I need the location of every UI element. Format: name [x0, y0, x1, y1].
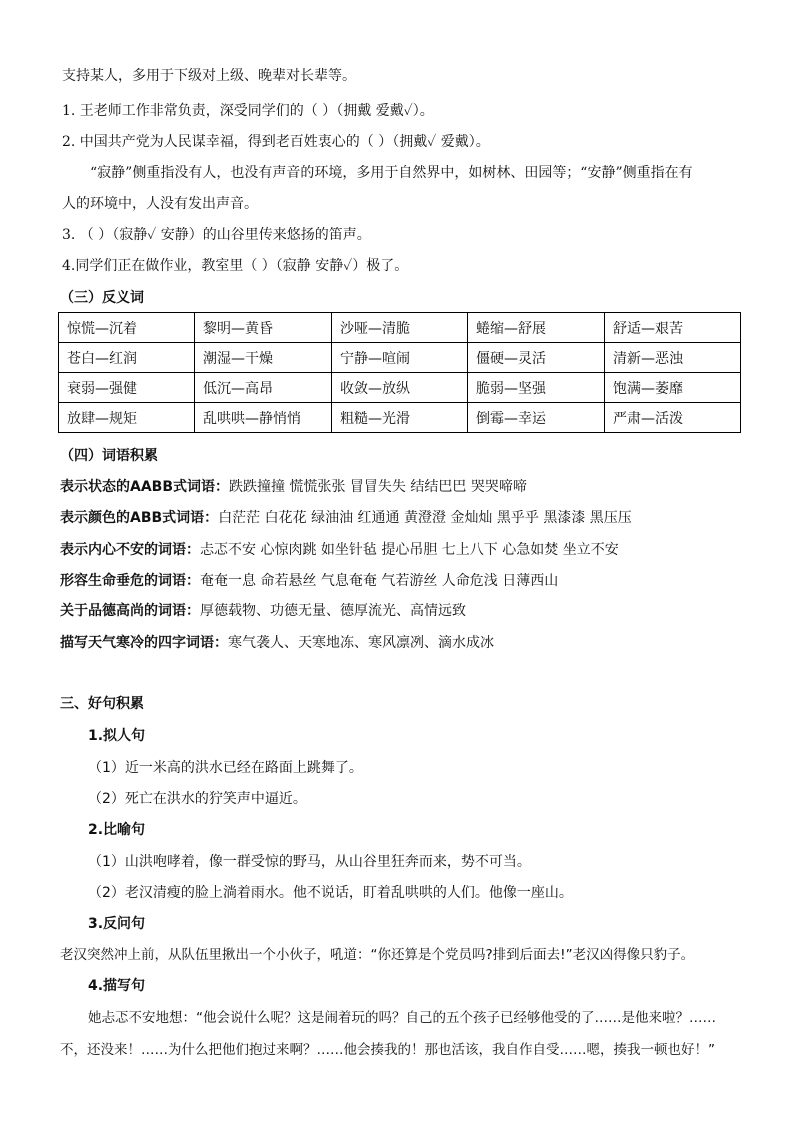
metaphor-title: 2.比喻句: [88, 822, 146, 838]
vocab-heading: （四）词语积累: [60, 448, 158, 464]
vocab-item-text: 白茫茫 白花花 绿油油 红通通 黄澄澄 金灿灿 黑乎乎 黑漆漆 黑压压: [218, 510, 632, 526]
antonym-pair: 衰弱—强健: [59, 373, 195, 403]
vocab-item: [60, 571, 558, 591]
antonym-pair: 低沉—高昂: [195, 373, 332, 403]
table-row: [59, 403, 741, 433]
antonym-pair: 蜷缩—舒展: [468, 313, 605, 343]
antonym-pair: 倒霉—幸运: [468, 403, 605, 433]
vocab-item-label: 表示颜色的ABB式词语：: [60, 510, 219, 526]
table-row: [59, 313, 741, 343]
antonym-pair: 脆弱—坚强: [468, 373, 605, 403]
vocab-item: [60, 477, 527, 497]
vocab-item-label: 表示状态的AABB式词语：: [60, 479, 230, 495]
antonym-pair: 粗糙—光滑: [332, 403, 468, 433]
antonym-pair: 收敛—放纵: [332, 373, 468, 403]
synonym-question-1: 1. 王老师工作非常负责，深受同学们的（ ）（拥戴 爱戴✓）。: [62, 103, 434, 119]
synonym-explanation-line-1: “寂静”侧重指没有人，也没有声音的环境，多用于自然界中，如树林、田园等；“安静”侧重指在有: [90, 165, 693, 181]
antonym-pair: 舒适—艰苦: [605, 313, 741, 343]
antonym-pair: 放肆—规矩: [59, 403, 195, 433]
antonym-pair: 苍白—红润: [59, 343, 195, 373]
personification-sentence-1: （1）近一米高的洪水已经在路面上跳舞了。: [88, 760, 363, 776]
metaphor-sentence-1: （1）山洪咆哮着，像一群受惊的野马，从山谷里狂奔而来，势不可当。: [88, 854, 531, 870]
rhetorical-sentence: 老汉突然冲上前，从队伍里揪出一个小伙子，吼道：“你还算是个党员吗?排到后面去!”老汉凶得像只豹子。: [60, 947, 695, 963]
synonym-question-3: 3. （ ）（寂静✓ 安静）的山谷里传来悠扬的笛声。: [62, 227, 371, 243]
vocab-item-text: 跌跌撞撞 慌慌张张 冒冒失失 结结巴巴 哭哭啼啼: [229, 479, 527, 495]
vocab-item-label: 关于品德高尚的词语：: [60, 603, 200, 619]
vocab-item-text: 厚德载物、功德无量、德厚流光、高情远致: [200, 603, 466, 619]
vocab-item: [60, 601, 466, 621]
antonym-pair: 潮湿—干燥: [195, 343, 332, 373]
vocab-item: [60, 540, 619, 560]
antonym-pair: 黎明—黄昏: [195, 313, 332, 343]
synonym-question-2: 2. 中国共产党为人民谋幸福，得到老百姓衷心的（ ）（拥戴✓ 爱戴）。: [62, 134, 490, 150]
vocab-item-text: 奄奄一息 命若悬丝 气息奄奄 气若游丝 人命危浅 日薄西山: [200, 573, 559, 589]
antonym-pair: 饱满—萎靡: [605, 373, 741, 403]
antonym-pair: 清新—恶浊: [605, 343, 741, 373]
synonym-question-4: 4.同学们正在做作业，教室里（ ）（寂静 安静✓）极了。: [62, 258, 409, 274]
antonym-pair: 乱哄哄—静悄悄: [195, 403, 332, 433]
antonym-pair: 宁静—喧闹: [332, 343, 468, 373]
vocab-item-label: 表示内心不安的词语：: [60, 542, 200, 558]
synonym-intro-tail: 支持某人，多用于下级对上级、晚辈对长辈等。: [62, 68, 356, 84]
synonym-explanation-line-2: 人的环境中，人没有发出声音。: [62, 196, 258, 212]
personification-title: 1.拟人句: [88, 728, 146, 744]
vocab-item-text: 忐忑不安 心惊肉跳 如坐针毡 提心吊胆 七上八下 心急如焚 坐立不安: [200, 542, 619, 558]
personification-sentence-2: （2）死亡在洪水的狞笑声中逼近。: [88, 791, 307, 807]
antonym-pair: 严肃—活泼: [605, 403, 741, 433]
antonyms-heading: （三）反义词: [60, 290, 144, 306]
vocab-item: [60, 508, 632, 528]
descriptive-title: 4.描写句: [88, 978, 146, 994]
table-row: [59, 373, 741, 403]
table-row: [59, 343, 741, 373]
vocab-item-label: 形容生命垂危的词语：: [60, 573, 200, 589]
antonyms-table: [58, 312, 741, 433]
vocab-item: [60, 633, 494, 653]
sentences-heading: 三、好句积累: [60, 696, 144, 712]
antonym-pair: 僵硬—灵活: [468, 343, 605, 373]
antonym-pair: 沙哑—清脆: [332, 313, 468, 343]
vocab-item-label: 描写天气寒冷的四字词语：: [60, 635, 228, 651]
vocab-item-text: 寒气袭人、天寒地冻、寒风凛冽、滴水成冰: [228, 635, 494, 651]
descriptive-sentence-line-1: 她忐忑不安地想：“他会说什么呢？这是闹着玩的吗？自己的五个孩子已经够他受的了……是他来啦？……: [88, 1010, 716, 1026]
antonym-pair: 惊慌—沉着: [59, 313, 195, 343]
metaphor-sentence-2: （2）老汉清瘦的脸上淌着雨水。他不说话，盯着乱哄哄的人们。他像一座山。: [88, 885, 573, 901]
rhetorical-title: 3.反问句: [88, 916, 146, 932]
descriptive-sentence-line-2: 不，还没来！……为什么把他们抱过来啊？……他会揍我的！那也活该，我自作自受……嗯，揍我一顿也好！”: [60, 1042, 715, 1058]
